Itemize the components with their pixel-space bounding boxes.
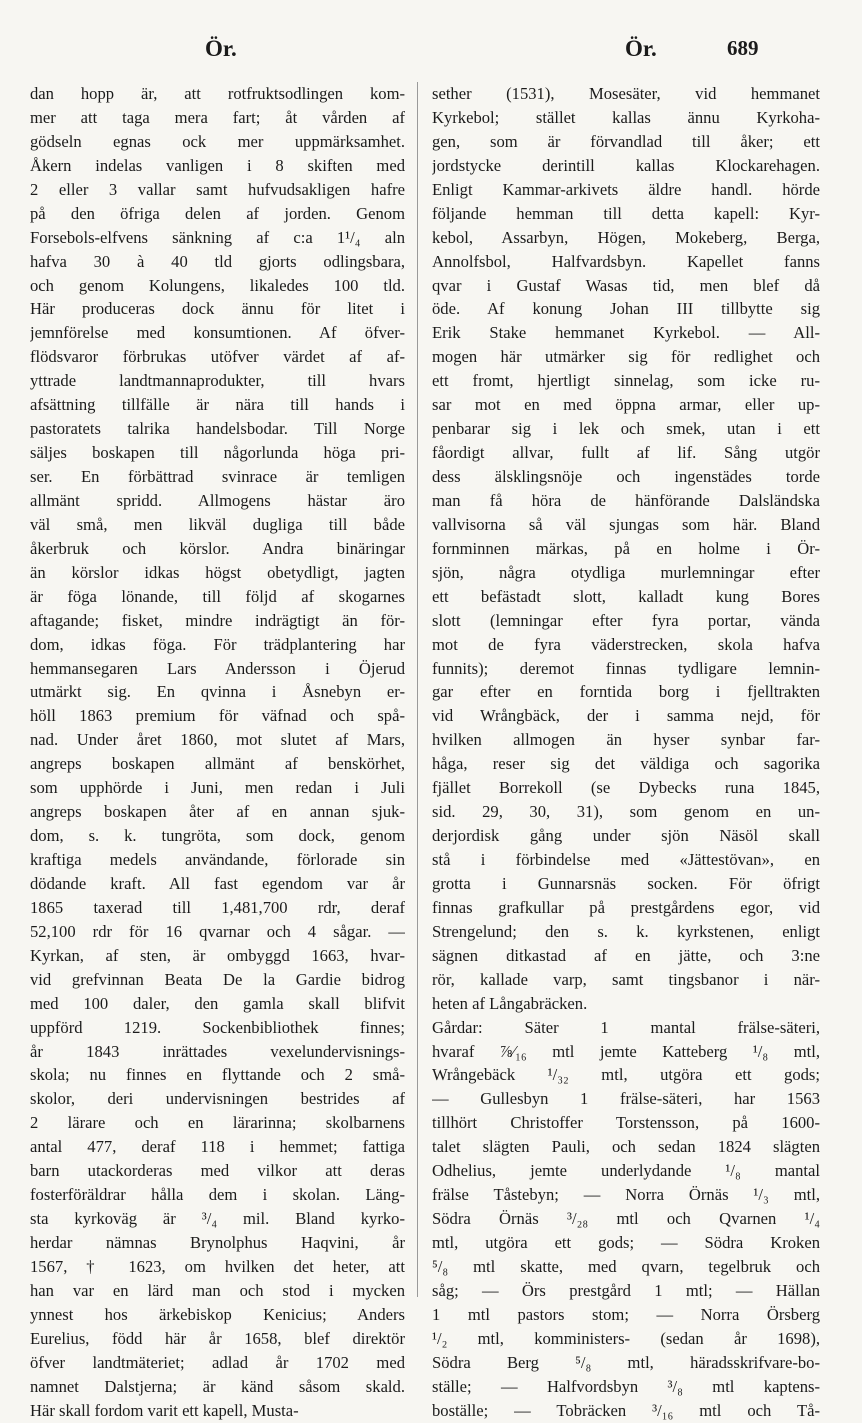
text-line: talet slägten Pauli, och sedan 1824 slägten — [432, 1137, 820, 1157]
text-line: mtl, utgöra ett gods; — Södra Kroken — [432, 1233, 820, 1252]
text-line: ser. En förbättrad svinrace är temligen — [30, 467, 405, 486]
text-line: Åkern indelas vanligen i 8 skiften med — [30, 155, 405, 175]
text-line: ställe; — Halfvordsbyn ³/₈ mtl kaptens- — [432, 1376, 820, 1396]
text-line: angreps boskapen allmänt af benskörhet, — [30, 754, 405, 774]
text-line: Här skall fordom varit ett kapell, Musta- — [30, 1400, 299, 1420]
text-line: namnet Dalstjerna; är känd såsom skald. — [30, 1376, 405, 1396]
text-line: vid grefvinnan Beata De la Gardie bidrog — [30, 969, 405, 989]
text-line: Strengelund; den s. k. kyrkstenen, enligt — [432, 921, 820, 941]
text-line: rör, kallade varp, samt tingsbanor i när- — [432, 969, 820, 989]
text-line: — Gullesbyn 1 frälse-säteri, har 1563 — [432, 1089, 820, 1109]
text-line: jemnförelse med konsumtionen. Af öfver- — [30, 323, 405, 343]
text-line: med 100 daler, den gamla skall blifvit — [30, 993, 405, 1013]
text-line: dom, idkas föga. För trädplantering har — [30, 634, 405, 654]
running-head-right: Ör. — [625, 36, 657, 61]
text-line: grotta i Gunnarsnäs socken. För öfrigt — [432, 873, 820, 893]
text-line: än körslor idkas högst obetydligt, jagten — [30, 562, 405, 582]
text-line: vid Wrångbäck, der i samma nejd, för — [432, 706, 820, 726]
text-line: penbarar sig i lek och smek, utan i ett — [432, 419, 820, 439]
text-line: uppförd 1219. Sockenbibliothek finnes; — [30, 1017, 405, 1037]
text-line: öfver landtmäteriet; adlad år 1702 med — [30, 1352, 405, 1372]
text-line: finnas grafkullar på prestgårdens egor, vid — [432, 897, 820, 917]
text-line: Kyrkan, af sten, är ombyggd 1663, hvar- — [30, 945, 405, 965]
text-line: heten af Långabräcken. — [432, 993, 588, 1013]
text-line: höll 1863 premium för väfnad och spå- — [30, 706, 405, 726]
running-head-left: Ör. — [205, 36, 237, 61]
text-line: dess älsklingsnöje och ingenstädes torde — [432, 467, 820, 486]
text-line: boställe; — Tobräcken ³/₁₆ mtl och Tå- — [432, 1400, 820, 1420]
text-line: ¹/₂ mtl, komministers- (sedan år 1698), — [432, 1328, 820, 1348]
text-line: Södra Örnäs ³/₂₈ mtl och Qvarnen ¹/₄ — [432, 1209, 820, 1229]
text-line: väl små, men likväl dugliga till både — [30, 514, 405, 534]
text-line: Gårdar: Säter 1 mantal frälse-säteri, — [432, 1017, 820, 1037]
text-line: sta kyrkoväg är ³/₄ mil. Bland kyrko- — [30, 1209, 405, 1229]
page-header — [0, 36, 862, 66]
text-line: fosterföräldrar hålla dem i skolan. Läng- — [30, 1185, 405, 1205]
text-line: tillhört Christoffer Torstensson, på 1600- — [432, 1113, 820, 1133]
text-line: Södra Berg ⁵/₈ mtl, häradsskrifvare-bo- — [432, 1352, 820, 1372]
text-line: år 1843 inrättades vexelundervisnings- — [30, 1041, 405, 1061]
text-line: skolor, deri undervisningen bestrides af — [30, 1089, 405, 1109]
text-line: sether (1531), Mosesäter, vid hemmanet — [432, 84, 820, 103]
text-line: såg; — Örs prestgård 1 mtl; — Hällan — [432, 1280, 820, 1300]
text-line: ett fromt, hjertligt sinnelag, som icke ru- — [432, 371, 820, 391]
text-line: skola; nu finnes en flyttande och 2 små- — [30, 1065, 405, 1085]
text-line: dom, s. k. tungröta, som dock, genom — [30, 826, 405, 846]
text-line: gar efter en forntida borg i fjelltrakten — [432, 682, 820, 702]
text-line: Forsebols-elfvens sänkning af c:a 1¹/₄ aln — [30, 227, 405, 247]
text-line: som upphörde i Juni, men redan i Juli — [30, 778, 405, 798]
text-line: säljes boskapen till någorlunda höga pri- — [30, 443, 405, 463]
text-line: håga, reser sig det väldiga och sagorika — [432, 754, 820, 774]
text-line: frälse Tåstebyn; — Norra Örnäs ¹/₃ mtl, — [432, 1185, 820, 1205]
text-line: Eurelius, född här år 1658, blef direktör — [30, 1328, 405, 1348]
text-line: angreps boskapen åter af en annan sjuk- — [30, 802, 405, 822]
text-line: qvar i Gustaf Wasas tid, men blef då — [432, 275, 820, 295]
text-line: på den öfriga delen af jorden. Genom — [30, 203, 405, 223]
text-line: sägnen ditkastad af en jätte, och 3:ne — [432, 945, 820, 965]
text-line: dan hopp är, att rotfruktsodlingen kom- — [30, 84, 405, 103]
text-line: och genom Kolungens, likaledes 100 tld. — [30, 275, 405, 295]
left-text-column — [30, 82, 405, 1423]
text-line: kraftiga medels användande, förlorade sin — [30, 850, 405, 869]
text-line: barn utackorderas med vilkor att deras — [30, 1161, 405, 1181]
text-line: hemmansegaren Lars Andersson i Öjerud — [30, 658, 405, 678]
text-line: pastoratets talrika handelsbodar. Till Norge — [30, 419, 405, 439]
text-line: fornminnen märkas, på en holme i Ör- — [432, 538, 820, 558]
text-line: Enligt Kammar-arkivets äldre handl. hörde — [432, 179, 820, 199]
text-line: Erik Stake hemmanet Kyrkebol. — All- — [432, 323, 820, 343]
text-line: är föga lönande, till följd af skogarnes — [30, 586, 405, 606]
text-line: hvaraf ⅞⁄₁₆ mtl jemte Katteberg ¹/₈ mtl, — [432, 1041, 820, 1061]
text-line: jordstycke derintill kallas Klockarehagen. — [432, 155, 820, 175]
text-line: slott (lemningar efter fyra portar, vända — [432, 610, 820, 630]
text-line: dödande kraft. All fast egendom var år — [30, 873, 405, 893]
text-line: sar mot en med öppna armar, eller up- — [432, 395, 820, 415]
text-line: åkerbruk och körslor. Andra binäringar — [30, 538, 405, 558]
text-line: yttrade landtmannaprodukter, till hvars — [30, 371, 405, 391]
text-line: afsättning tillfälle är nära till hands i — [30, 395, 405, 415]
text-line: antal 477, deraf 118 i hemmet; fattiga — [30, 1137, 405, 1157]
text-line: gen, som är förvandlad till åker; ett — [432, 131, 820, 151]
text-line: mer att taga mera fart; åt vården af — [30, 107, 405, 127]
text-line: ynnest hos ärkebiskop Kenicius; Anders — [30, 1304, 405, 1324]
text-line: stå i förbindelse med «Jättestövan», en — [432, 850, 820, 869]
column-divider — [417, 82, 418, 1297]
text-line: 1865 taxerad till 1,481,700 rdr, deraf — [30, 897, 405, 917]
text-line: 52,100 rdr för 16 qvarnar och 4 sågar. — — [30, 921, 405, 941]
text-line: Här produceras dock ännu för litet i — [30, 299, 405, 319]
text-line: öde. Af konung Johan III tillbytte sig — [432, 299, 820, 319]
text-line: Kyrkebol; stället kallas ännu Kyrkoha- — [432, 107, 820, 127]
text-line: ett befästadt slott, kalladt kung Bores — [432, 586, 820, 606]
text-line: Annolfsbol, Halfvardsbyn. Kapellet fanns — [432, 251, 820, 271]
text-line: ⁵/₈ mtl skatte, med qvarn, tegelbruk och — [432, 1256, 820, 1276]
text-line: 2 eller 3 vallar samt hufvudsakligen hafre — [30, 179, 405, 199]
text-line: derjordisk gång under sjön Näsöl skall — [432, 826, 820, 846]
text-line: 1567, † 1623, om hvilken det heter, att — [30, 1256, 405, 1276]
text-line: Odhelius, jemte underlydande ¹/₈ mantal — [432, 1161, 820, 1181]
text-line: mot de fyra väderstrecken, skola hafva — [432, 634, 820, 654]
text-line: 1 mtl pastors stom; — Norra Örsberg — [432, 1304, 820, 1324]
page-number: 689 — [727, 36, 759, 60]
text-line: mogen här utmärker sig för redlighet och — [432, 347, 820, 367]
text-line: fjället Borrekoll (se Dybecks runa 1845, — [432, 778, 820, 798]
text-line: funnits); deremot finnas tydligare lemnin- — [432, 658, 820, 678]
text-line: sid. 29, 30, 31), som genom en un- — [432, 802, 820, 822]
text-line: hafva 30 à 40 tld gjorts odlingsbara, — [30, 251, 405, 271]
text-line: vallvisorna så väl sjungas som här. Bland — [432, 514, 820, 534]
text-line: flödsvaror förbrukas utöfver värdet af af- — [30, 347, 405, 367]
text-line: fåordigt allvar, fullt af lif. Sång utgör — [432, 443, 820, 463]
text-line: man få höra de hänförande Dalsländska — [432, 490, 820, 510]
right-text-column — [432, 82, 820, 1423]
text-line: aftagande; fisket, mindre indrägtigt än för- — [30, 610, 405, 630]
text-line: herdar nämnas Brynolphus Haqvini, år — [30, 1233, 405, 1252]
text-line: gödseln egnas ock mer uppmärksamhet. — [30, 131, 405, 151]
text-line: följande hemman till detta kapell: Kyr- — [432, 203, 820, 223]
text-line: hvilken allmogen än hyser synbar far- — [432, 730, 820, 750]
text-line: 2 lärare och en lärarinna; skolbarnens — [30, 1113, 405, 1133]
text-line: sjön, några otydliga murlemningar efter — [432, 562, 820, 582]
text-line: nad. Under året 1860, mot slutet af Mars, — [30, 730, 405, 750]
text-line: utmärkt sig. En qvinna i Åsnebyn er- — [30, 682, 405, 702]
text-line: Wrångebäck ¹/₃₂ mtl, utgöra ett gods; — [432, 1065, 820, 1085]
text-line: kebol, Assarbyn, Högen, Mokeberg, Berga, — [432, 227, 820, 247]
text-line: han var en lärd man och stod i mycken — [30, 1280, 405, 1300]
text-line: allmänt spridd. Allmogens hästar äro — [30, 490, 405, 510]
